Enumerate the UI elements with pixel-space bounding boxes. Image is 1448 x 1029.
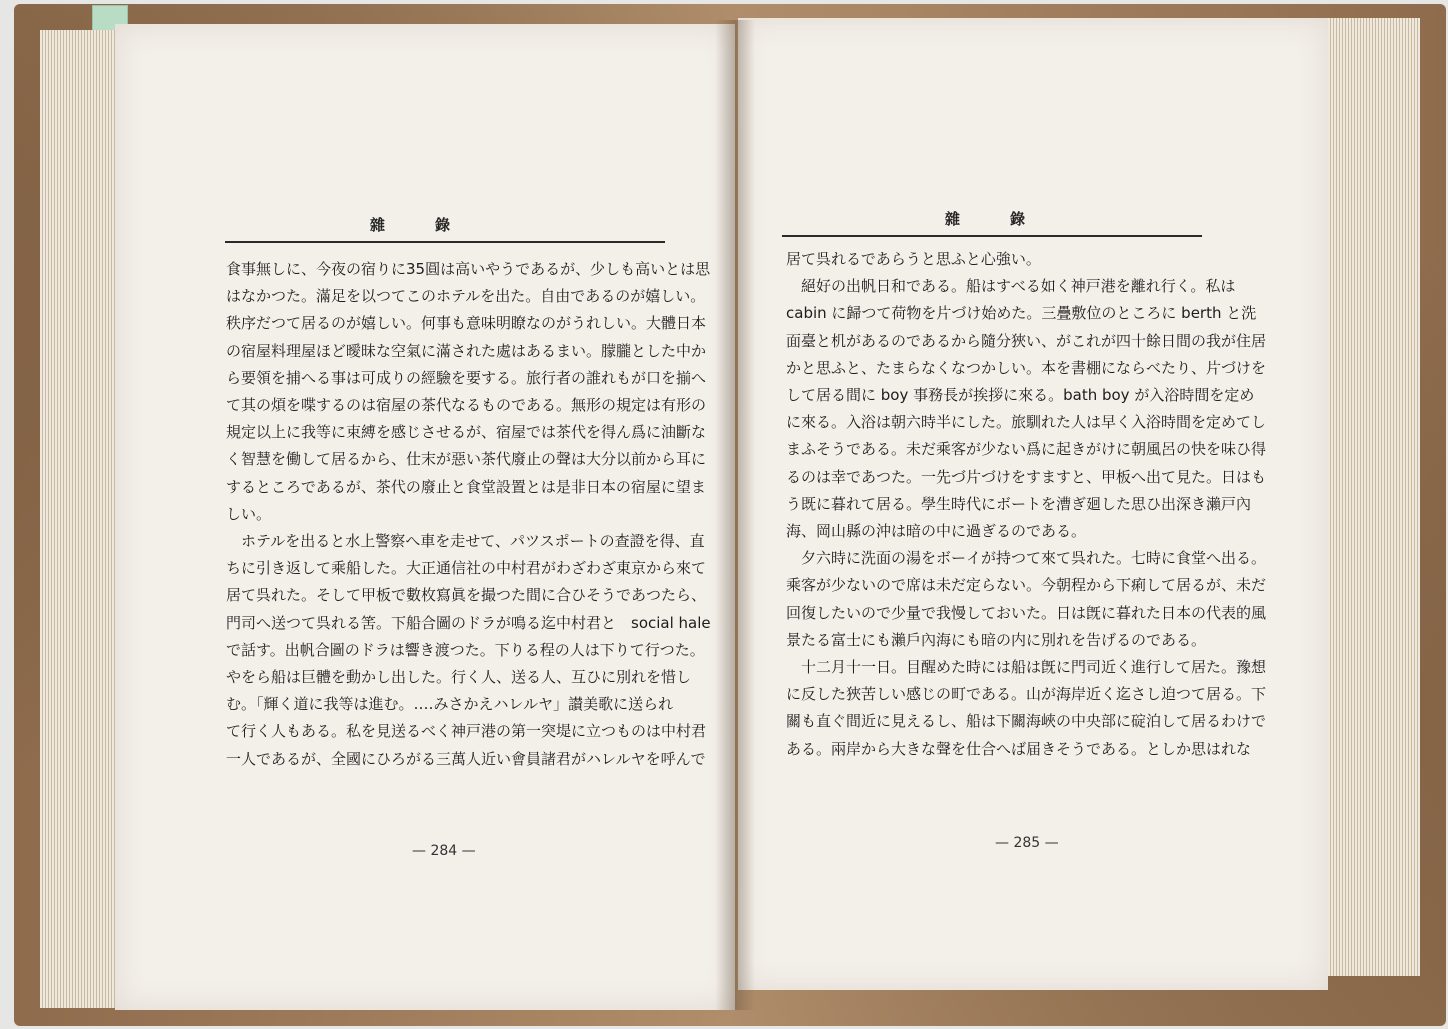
text-line: 規定以上に我等に束縛を感じさせるが、宿屋では茶代を得ん爲に油斷な (226, 423, 707, 442)
book-gutter (715, 20, 755, 1010)
text-line: 一人であるが、全國にひろがる三萬人近い會員諸君がハレルヤを呼んで (226, 749, 706, 768)
text-line: するところであるが、茶代の廢止と食堂設置とは是非日本の宿屋に望ま (226, 477, 706, 496)
text-line: に反した狹苦しい感じの町である。山が海岸近く迄さし迫つて居る。下 (786, 685, 1267, 704)
text-line: しい。 (226, 504, 272, 523)
text-line: かと思ふと、たまらなくなつかしい。本を書棚にならべたり、片づけを (786, 358, 1267, 377)
right-running-head: 雜錄 (945, 210, 1076, 228)
right-body-text (786, 246, 1267, 763)
text-line: ら要領を捕へる事は可成りの經驗を要する。旅行者の誰れもが口を揃へ (226, 368, 707, 387)
text-line: して居る間に boy 事務長が挨拶に來る。bath boy が入浴時間を定め (786, 386, 1255, 405)
text-line: で話す。出帆合圖のドラは響き渡つた。下りる程の人は下りて行つた。 (226, 640, 705, 659)
text-line: 回復したいので少量で我慢しておいた。日は旣に暮れた日本の代表的風 (786, 603, 1267, 622)
text-line: く智慧を働して居るから、仕末が惡い茶代廢止の聲は大分以前から耳に (226, 450, 707, 469)
left-running-head: 雜錄 (370, 216, 501, 234)
text-line: う既に暮れて居る。學生時代にボートを漕ぎ廻した思ひ出深き瀨戸內 (786, 494, 1252, 513)
text-line: 門司へ送つて呉れる筈。下船合圖のドラが鳴る迄中村君と social hale (226, 613, 711, 632)
text-line: るのは幸であつた。一先づ片づけをすますと、甲板へ出て見た。日はも (786, 467, 1267, 486)
text-line: ちに引き返して乘船した。大正通信社の中村君がわざわざ東京から來て (226, 559, 707, 578)
text-line: はなかつた。滿足を以つてこのホテルを出た。自由であるのが嬉しい。 (226, 287, 706, 306)
text-line: 夕六時に洗面の湯をボーイが持つて來て呉れた。七時に食堂へ出る。 (786, 549, 1267, 568)
text-line: に來る。入浴は朝六時半にした。旅馴れた人は早く入浴時間を定めてし (786, 413, 1267, 432)
text-line: 居て呉れるであらうと思ふと心強い。 (786, 250, 1041, 268)
text-line: 十二月十一日。目醒めた時には船は旣に門司近く進行して居た。豫想 (786, 658, 1267, 677)
left-page-number: — 284 — (412, 843, 476, 859)
text-line: の宿屋料理屋ほど曖昧な空氣に滿された處はあるまい。朦朧とした中か (226, 341, 707, 360)
text-line: 關も直ぐ間近に見えるし、船は下關海峽の中央部に碇泊して居るわけで (786, 712, 1267, 731)
text-line: 海、岡山縣の沖は暗の中に過ぎるのである。 (786, 522, 1087, 541)
right-head-rule (782, 235, 1202, 237)
text-line: cabin に歸つて荷物を片づけ始めた。三疊敷位のところに berth と洗 (786, 304, 1257, 323)
right-page-number: — 285 — (995, 835, 1059, 851)
left-page-edges (40, 30, 126, 1008)
text-line: 秩序だつて居るのが嬉しい。何事も意味明瞭なのがうれしい。大體日本 (226, 314, 707, 333)
text-line: て其の煩を喋するのは宿屋の茶代なるものである。無形の規定は有形の (226, 396, 707, 415)
text-line: ホテルを出ると水上警察へ車を走せて、パツスポートの查證を得、直 (226, 532, 705, 551)
text-line: 面臺と机があるのであるから隨分狹い、がこれが四十餘日間の我が住居 (786, 331, 1267, 350)
left-body-text (226, 256, 711, 773)
text-line: 絕好の出帆日和である。船はすべる如く神戸港を離れ行く。私は (786, 277, 1236, 296)
text-line: 乘客が少ないので席は未だ定らない。今朝程から下痢して居るが、未だ (786, 576, 1267, 595)
text-line: む。「輝く道に我等は進む。‥‥みさかえハレルヤ」讃美歌に送られ (226, 695, 674, 714)
text-line: 居て呉れた。そして甲板で數枚寫眞を撮つた間に合ひそうであつたら、 (226, 586, 707, 605)
text-line: ある。兩岸から大きな聲を仕合へば届きそうである。としか思はれな (786, 739, 1252, 758)
text-line: やをら船は巨體を動かし出した。行く人、送る人、互ひに別れを惜し (226, 668, 692, 687)
text-line: て行く人もある。私を見送るべく神戸港の第一突堤に立つものは中村君 (226, 722, 707, 741)
text-line: 景たる富士にも瀨戶內海にも暗の内に別れを告げるのである。 (786, 630, 1207, 649)
left-head-rule (225, 241, 665, 243)
text-line: まふそうである。未だ乘客が少ない爲に起きがけに朝風呂の快を味ひ得 (786, 440, 1267, 459)
text-line: 食事無しに、今夜の宿りに35圓は高いやうであるが、少しも高いとは思 (226, 260, 711, 278)
